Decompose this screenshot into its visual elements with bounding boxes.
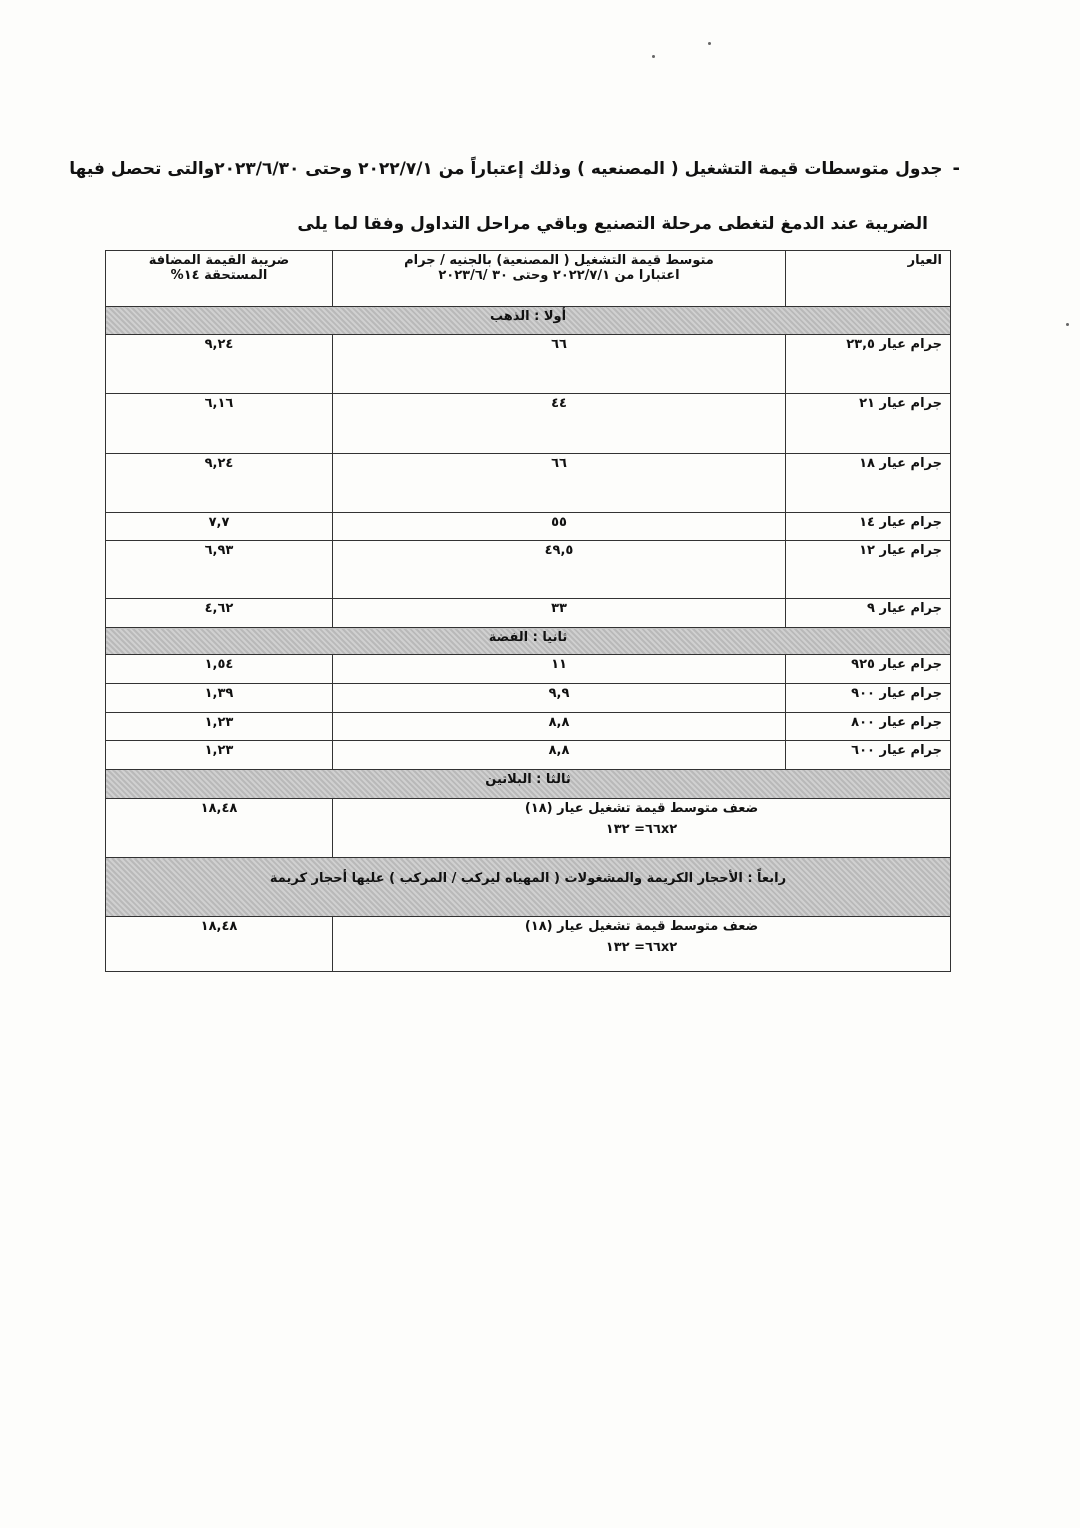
karat-cell: جرام عيار ١٨ (786, 454, 951, 513)
karat-cell: جرام عيار ٢٣,٥ (786, 335, 951, 394)
tax-cell: ١,٢٣ (106, 713, 333, 741)
tax-cell: ٦,١٦ (106, 394, 333, 454)
section-gold (106, 307, 951, 335)
table-row (106, 394, 951, 454)
scan-speck (708, 42, 711, 45)
karat-cell: جرام عيار ٢١ (786, 394, 951, 454)
karat-cell: جرام عيار ٩ (786, 599, 951, 628)
document-title-line1: جدول متوسطات قيمة التشغيل ( المصنعيه ) وذلك إعتباراً من ٢٠٢٢/٧/١ وحتى ٢٠٢٣/٦/٣٠والتى تحصل فيها (69, 159, 943, 179)
karat-cell: جرام عيار ٦٠٠ (786, 741, 951, 770)
value-cell: ٨,٨ (333, 713, 786, 741)
value-cell: ٤٤ (333, 394, 786, 454)
table-row (106, 513, 951, 541)
section-gold-label: أولا : الذهب (106, 307, 951, 335)
value-cell: ٥٥ (333, 513, 786, 541)
header-value-line1: متوسط قيمة التشغيل ( المصنعية) بالجنيه / جرام (404, 253, 714, 268)
workmanship-tax-table (105, 250, 951, 972)
tax-cell: ١,٣٩ (106, 684, 333, 713)
section-silver (106, 628, 951, 655)
document-title-row (60, 158, 960, 180)
tax-cell: ١,٥٤ (106, 655, 333, 684)
table-row (106, 741, 951, 770)
scan-speck (652, 55, 655, 58)
table-row (106, 713, 951, 741)
value-line2: ٦٦x٢= ١٣٢ (605, 940, 678, 955)
table-row (106, 335, 951, 394)
section-stones-label: رابعاً : الأحجار الكريمة والمشغولات ( المهياه ليركب / المركب ) عليها أحجار كريمة (106, 858, 951, 917)
value-line1: ضعف متوسط قيمة تشغيل عيار (١٨) (524, 801, 759, 816)
section-silver-label: ثانيا : الفضة (106, 628, 951, 655)
karat-cell: جرام عيار ١٤ (786, 513, 951, 541)
value-cell: ٩,٩ (333, 684, 786, 713)
karat-cell: جرام عيار ١٢ (786, 541, 951, 599)
tax-cell: ٤,٦٢ (106, 599, 333, 628)
table-row (106, 454, 951, 513)
table-row (106, 684, 951, 713)
document-title-line2: الضريبة عند الدمغ لتغطى مرحلة التصنيع وباقي مراحل التداول وفقا لما يلى (297, 214, 928, 234)
table-row (106, 917, 951, 972)
value-cell: ٤٩,٥ (333, 541, 786, 599)
value-cell: ١١ (333, 655, 786, 684)
tax-cell: ٧,٧ (106, 513, 333, 541)
value-cell: ٣٣ (333, 599, 786, 628)
header-value (333, 251, 786, 307)
scan-speck (1066, 323, 1069, 326)
table-row (106, 599, 951, 628)
value-line1: ضعف متوسط قيمة تشغيل عيار (١٨) (524, 919, 759, 934)
table-row (106, 541, 951, 599)
section-stones (106, 858, 951, 917)
header-karat: العيار (786, 251, 951, 307)
tax-cell: ٦,٩٣ (106, 541, 333, 599)
value-cell: ٨,٨ (333, 741, 786, 770)
tax-cell: ٩,٢٤ (106, 335, 333, 394)
stones-value-cell (333, 917, 951, 972)
tax-cell: ١٨,٤٨ (106, 799, 333, 858)
header-tax-line1: ضريبة القيمة المضافة (148, 253, 290, 268)
tax-cell: ٩,٢٤ (106, 454, 333, 513)
bullet-dash: - (952, 158, 960, 179)
header-tax (106, 251, 333, 307)
platinum-value-cell (333, 799, 951, 858)
karat-cell: جرام عيار ٨٠٠ (786, 713, 951, 741)
tax-cell: ١,٢٣ (106, 741, 333, 770)
table-row (106, 655, 951, 684)
header-value-line2: اعتبارا من ٢٠٢٢/٧/١ وحتى ٣٠ /٢٠٢٣/٦ (438, 268, 680, 283)
karat-cell: جرام عيار ٩٠٠ (786, 684, 951, 713)
header-tax-line2: المستحقة ١٤% (170, 268, 268, 283)
karat-cell: جرام عيار ٩٢٥ (786, 655, 951, 684)
section-platinum-label: ثالثا : البلاتين (106, 770, 951, 799)
tax-cell: ١٨,٤٨ (106, 917, 333, 972)
section-platinum (106, 770, 951, 799)
table-header-row (106, 251, 951, 307)
value-cell: ٦٦ (333, 454, 786, 513)
value-line2: ٦٦x٢= ١٣٢ (605, 822, 678, 837)
value-cell: ٦٦ (333, 335, 786, 394)
table-row (106, 799, 951, 858)
